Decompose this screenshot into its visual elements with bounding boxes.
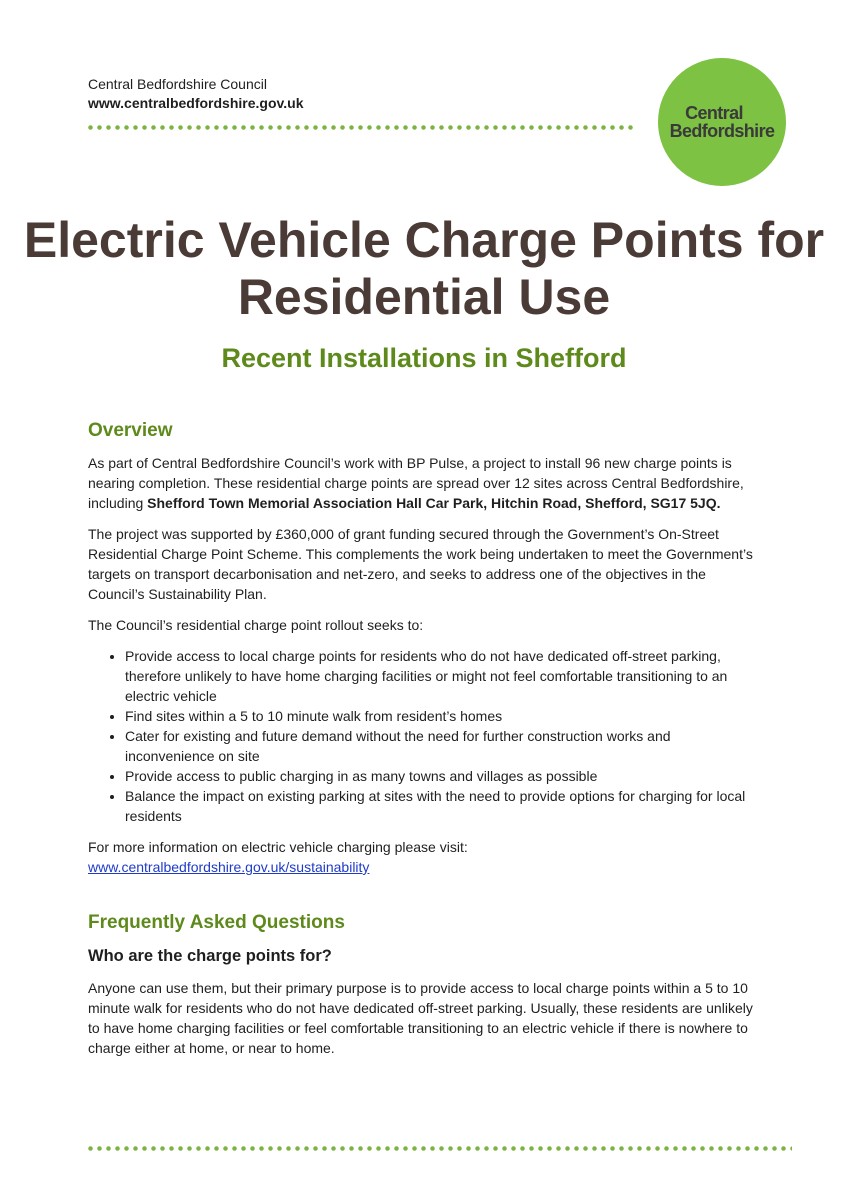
header-organization — [88, 75, 303, 113]
overview-paragraph-1 — [88, 453, 756, 513]
list-item: • Balance the impact on existing parking at sites with the need to provide options for charging for local residents — [125, 786, 756, 826]
logo-line-2: Bedfordshire — [669, 121, 775, 141]
faq-heading: Frequently Asked Questions — [88, 912, 345, 933]
dotted-divider-bottom — [86, 1146, 792, 1151]
more-info-paragraph — [88, 837, 756, 877]
faq-question-1: Who are the charge points for? — [88, 947, 332, 965]
rollout-goals-list — [88, 646, 756, 826]
overview-paragraph-2: The project was supported by £360,000 of grant funding secured through the Government’s On-Street Residential Charge Point Scheme. This complements the work being undertaken to meet the Government’s targets on transport decarbonisation and net-zero, and seeks to address one of the objectives in the Council’s Sustainability Plan. — [88, 526, 753, 602]
overview-heading: Overview — [88, 420, 173, 441]
overview-paragraph-1-text: As part of Central Bedfordshire Council’s work with BP Pulse, a project to install 96 new charge points is nearing completion. These residential charge points are spread over 12 sites across Central Bedfordshire, including — [88, 455, 744, 511]
overview-paragraph-3: The Council’s residential charge point rollout seeks to: — [88, 617, 424, 633]
list-item: • Cater for existing and future demand without the need for further construction works and inconvenience on site — [125, 726, 756, 766]
dotted-divider-top — [86, 125, 637, 130]
list-item: • Provide access to local charge points for residents who do not have dedicated off-street parking, therefore unlikely to have home charging facilities or might not feel comfortable transitioning to an electric vehicle — [125, 646, 756, 706]
logo-line-1: Central — [685, 103, 743, 123]
page-title: Electric Vehicle Charge Points for Residential Use — [23, 212, 825, 325]
org-url: www.centralbedfordshire.gov.uk — [88, 95, 304, 111]
org-name: Central Bedfordshire Council — [88, 76, 267, 92]
document-body — [88, 418, 756, 1069]
more-info-text: For more information on electric vehicle charging please visit: — [88, 839, 468, 855]
sustainability-link[interactable]: www.centralbedfordshire.gov.uk/sustainability — [88, 859, 370, 875]
central-bedfordshire-logo — [658, 58, 786, 186]
list-item: • Provide access to public charging in as many towns and villages as possible — [125, 766, 756, 786]
list-item: • Find sites within a 5 to 10 minute walk from resident’s homes — [125, 706, 756, 726]
faq-answer-1: Anyone can use them, but their primary purpose is to provide access to local charge points within a 5 to 10 minute walk for residents who do not have dedicated off-street parking. Usually, these residents are unlikely to have home charging facilities or feel comfortable transitioning to an electric vehicle if there is nowhere to charge either at home, or near to home. — [88, 980, 753, 1056]
site-address: Shefford Town Memorial Association Hall Car Park, Hitchin Road, Shefford, SG17 5JQ. — [147, 495, 721, 511]
page-subtitle: Recent Installations in Shefford — [221, 343, 627, 373]
